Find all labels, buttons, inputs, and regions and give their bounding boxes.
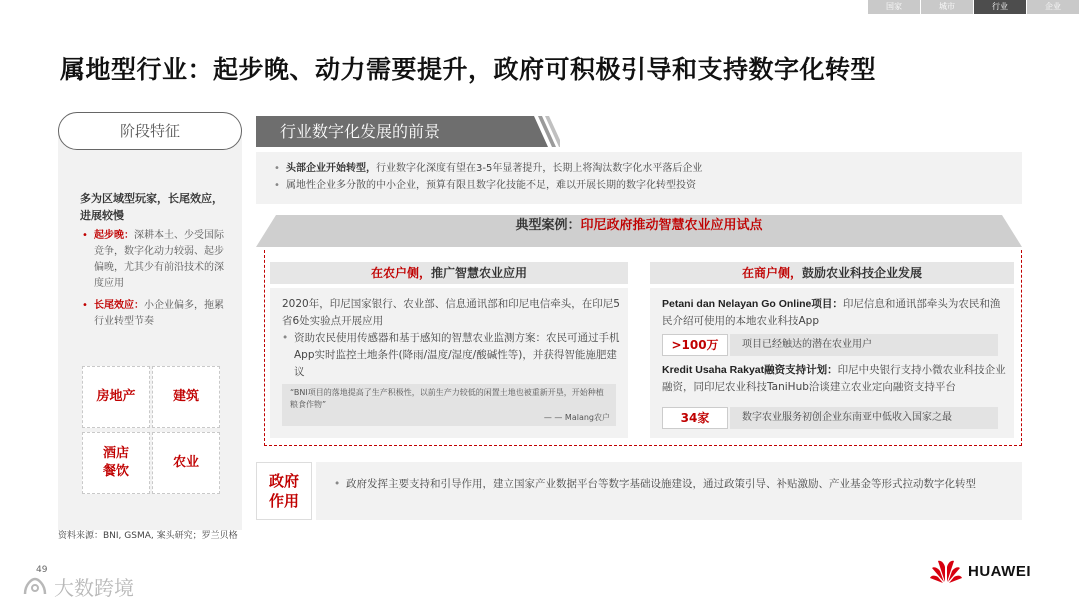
section-banner: 行业数字化发展的前景 <box>256 116 532 147</box>
page-number: 49 <box>36 565 48 575</box>
stage-bullets <box>80 228 230 336</box>
source-note: 资料来源：BNI, GSMA, 案头研究；罗兰贝格 <box>58 531 238 541</box>
background-item-text: 属地性企业多分散的中小企业，预算有限且数字化技能不足，难以开展长期的数字化转型投资 <box>286 180 696 191</box>
merchant-head-red: 在商户侧， <box>741 266 802 280</box>
stat-2-value: 34家 <box>662 407 728 429</box>
nav-tab-country[interactable]: 国家 <box>868 0 921 14</box>
industry-real-estate: 房地产 <box>82 366 150 428</box>
background-item <box>274 160 702 177</box>
page-title: 属地型行业：起步晚、动力需要提升，政府可积极引导和支持数字化转型 <box>60 55 877 84</box>
stat-1-value: >100万 <box>662 334 728 356</box>
stage-pill: 阶段特征 <box>58 112 242 150</box>
bullet-head: 起步晚： <box>94 230 134 241</box>
quote-source: — — Malang农户 <box>543 413 610 422</box>
top-nav <box>868 0 1080 14</box>
background-list <box>274 160 702 194</box>
stat-1-desc: 项目已经触达的潜在农业用户 <box>730 334 998 356</box>
bullet-text: 小企业偏多，拖累行业转型节奏 <box>94 300 224 327</box>
stage-intro: 多为区域型玩家，长尾效应，进展较慢 <box>80 192 223 222</box>
banner-stripes-icon <box>520 116 560 147</box>
nav-tab-industry[interactable]: 行业 <box>974 0 1027 14</box>
bullet-text: 深耕本土、少受国际竞争，数字化动力较弱、起步偏晚，尤其少有前沿技术的深度应用 <box>94 230 224 289</box>
merchant-head-rest: 鼓励农业科技企业发展 <box>802 266 923 280</box>
government-label <box>256 462 312 520</box>
case-title <box>256 215 1022 237</box>
case-name: 印尼政府推动智慧农业应用试点 <box>580 218 763 233</box>
nav-tab-enterprise[interactable]: 企业 <box>1027 0 1080 14</box>
program-1-text: 印尼信息和通讯部牵头为农民和渔民介绍可使用的本地农业科技App <box>662 298 1001 327</box>
background-item <box>274 177 702 194</box>
farm-side-header <box>270 262 628 284</box>
huawei-logo-text: HUAWEI <box>968 562 1031 580</box>
watermark <box>22 572 134 601</box>
background-item-text: 行业数字化深度有望在3-5年显著提升，长期上将淘汰数字化水平落后企业 <box>376 163 703 174</box>
stage-bullet <box>80 298 230 330</box>
merchant-side-header <box>650 262 1014 284</box>
nav-tab-city[interactable]: 城市 <box>921 0 974 14</box>
farm-head-red: 在农户侧， <box>370 266 431 280</box>
farm-head-rest: 推广智慧农业应用 <box>431 266 528 280</box>
farm-bullet: • 资助农民使用传感器和基于感知的智慧农业监测方案：农民可通过手机App实时监控土地条件(降雨/温度/湿度/酸碱性等)，并获得智能施肥建议 <box>282 330 622 381</box>
watermark-logo-icon <box>22 576 48 598</box>
industry-agriculture: 农业 <box>152 432 220 494</box>
program-2-name: Kredit Usaha Rakyat融资支持计划： <box>662 364 838 376</box>
farmer-quote <box>282 384 616 426</box>
industry-hotel-dining: 酒店 餐饮 <box>82 432 150 494</box>
industry-construction: 建筑 <box>152 366 220 428</box>
quote-text: “BNI项目的落地提高了生产积极性，以前生产力较低的闲置土地也被重新开垦，开始种植粮食作物” <box>290 388 604 409</box>
case-prefix: 典型案例： <box>515 218 581 233</box>
bullet-head: 长尾效应： <box>94 300 144 311</box>
program-2-text: 印尼中央银行支持小微农业科技企业融资，同印尼农业科技TaniHub洽谈建立农业定向融资支持平台 <box>662 364 1006 393</box>
stage-bullet <box>80 228 230 292</box>
program-1-name: Petani dan Nelayan Go Online项目： <box>662 298 843 310</box>
watermark-text: 大数跨境 <box>54 576 134 600</box>
stat-2-desc: 数字农业服务初创企业东南亚中低收入国家之最 <box>730 407 998 429</box>
huawei-logo <box>930 558 1031 584</box>
merchant-program-2 <box>662 362 1008 396</box>
farm-intro: 2020年，印尼国家银行、农业部、信息通讯部和印尼电信牵头，在印尼5省6处实验点开展应用 <box>282 298 620 327</box>
government-text: • 政府发挥主要支持和引导作用，建立国家产业数据平台等数字基础设施建设，通过政策引导、补贴激励、产业基金等形式拉动数字化转型 <box>334 476 1010 493</box>
background-item-bold: 头部企业开始转型， <box>286 163 376 174</box>
huawei-petal-icon <box>930 558 962 584</box>
government-label-text: 政府作用 <box>268 472 299 510</box>
merchant-program-1 <box>662 296 1008 330</box>
